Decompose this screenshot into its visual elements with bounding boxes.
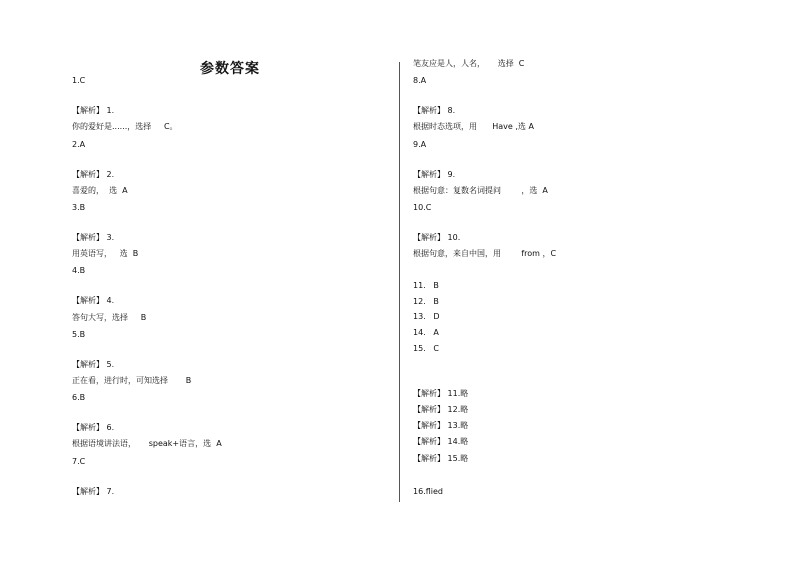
- analysis-label: 【解析】 10.: [413, 233, 461, 242]
- analysis-label: 【解析】 2.: [72, 170, 115, 179]
- analysis-label: 【解析】 1.: [72, 106, 115, 115]
- analysis-text: 根据句意：复数名词提问 ，选 A: [413, 186, 548, 195]
- analysis-text: 笔友应是人，人名， 选择 C: [413, 59, 525, 68]
- answer-line: 1.C: [72, 76, 86, 85]
- analysis-label: 【解析】 7.: [72, 487, 115, 496]
- answer-line: 11. B: [413, 281, 439, 290]
- analysis-label: 【解析】 12.略: [413, 405, 469, 414]
- analysis-text: 根据语境讲法语， speak+语言，选 A: [72, 439, 222, 448]
- column-divider: [399, 62, 400, 502]
- analysis-text: 根据时态选项，用 Have ,选 A: [413, 122, 534, 131]
- analysis-label: 【解析】 15.略: [413, 454, 469, 463]
- analysis-label: 【解析】 5.: [72, 360, 115, 369]
- answer-line: 16.flied: [413, 487, 443, 496]
- answer-line: 4.B: [72, 266, 86, 275]
- answer-line: 10.C: [413, 203, 432, 212]
- analysis-label: 【解析】 3.: [72, 233, 115, 242]
- analysis-label: 【解析】 4.: [72, 296, 115, 305]
- analysis-label: 【解析】 13.略: [413, 421, 469, 430]
- answer-line: 5.B: [72, 330, 86, 339]
- analysis-label: 【解析】 11.略: [413, 389, 469, 398]
- page-title: 参数答案: [200, 61, 260, 77]
- answer-line: 14. A: [413, 328, 439, 337]
- analysis-text: 答句大写，选择 B: [72, 313, 147, 322]
- analysis-label: 【解析】 14.略: [413, 437, 469, 446]
- analysis-text: 喜爱的， 选 A: [72, 186, 128, 195]
- analysis-label: 【解析】 8.: [413, 106, 456, 115]
- answer-line: 9.A: [413, 140, 427, 149]
- analysis-text: 你的爱好是......，选择 C。: [72, 122, 178, 131]
- answer-line: 6.B: [72, 393, 86, 402]
- analysis-text: 用英语写， 选 B: [72, 249, 139, 258]
- answer-line: 15. C: [413, 344, 439, 353]
- answer-line: 2.A: [72, 140, 86, 149]
- answer-line: 7.C: [72, 457, 86, 466]
- answer-line: 8.A: [413, 76, 427, 85]
- analysis-label: 【解析】 6.: [72, 423, 115, 432]
- analysis-text: 根据句意，来自中国，用 from ，C: [413, 249, 557, 258]
- answer-line: 13. D: [413, 312, 440, 321]
- analysis-text: 正在看，进行时，可知选择 B: [72, 376, 192, 385]
- answer-line: 12. B: [413, 297, 439, 306]
- answer-line: 3.B: [72, 203, 86, 212]
- analysis-label: 【解析】 9.: [413, 170, 456, 179]
